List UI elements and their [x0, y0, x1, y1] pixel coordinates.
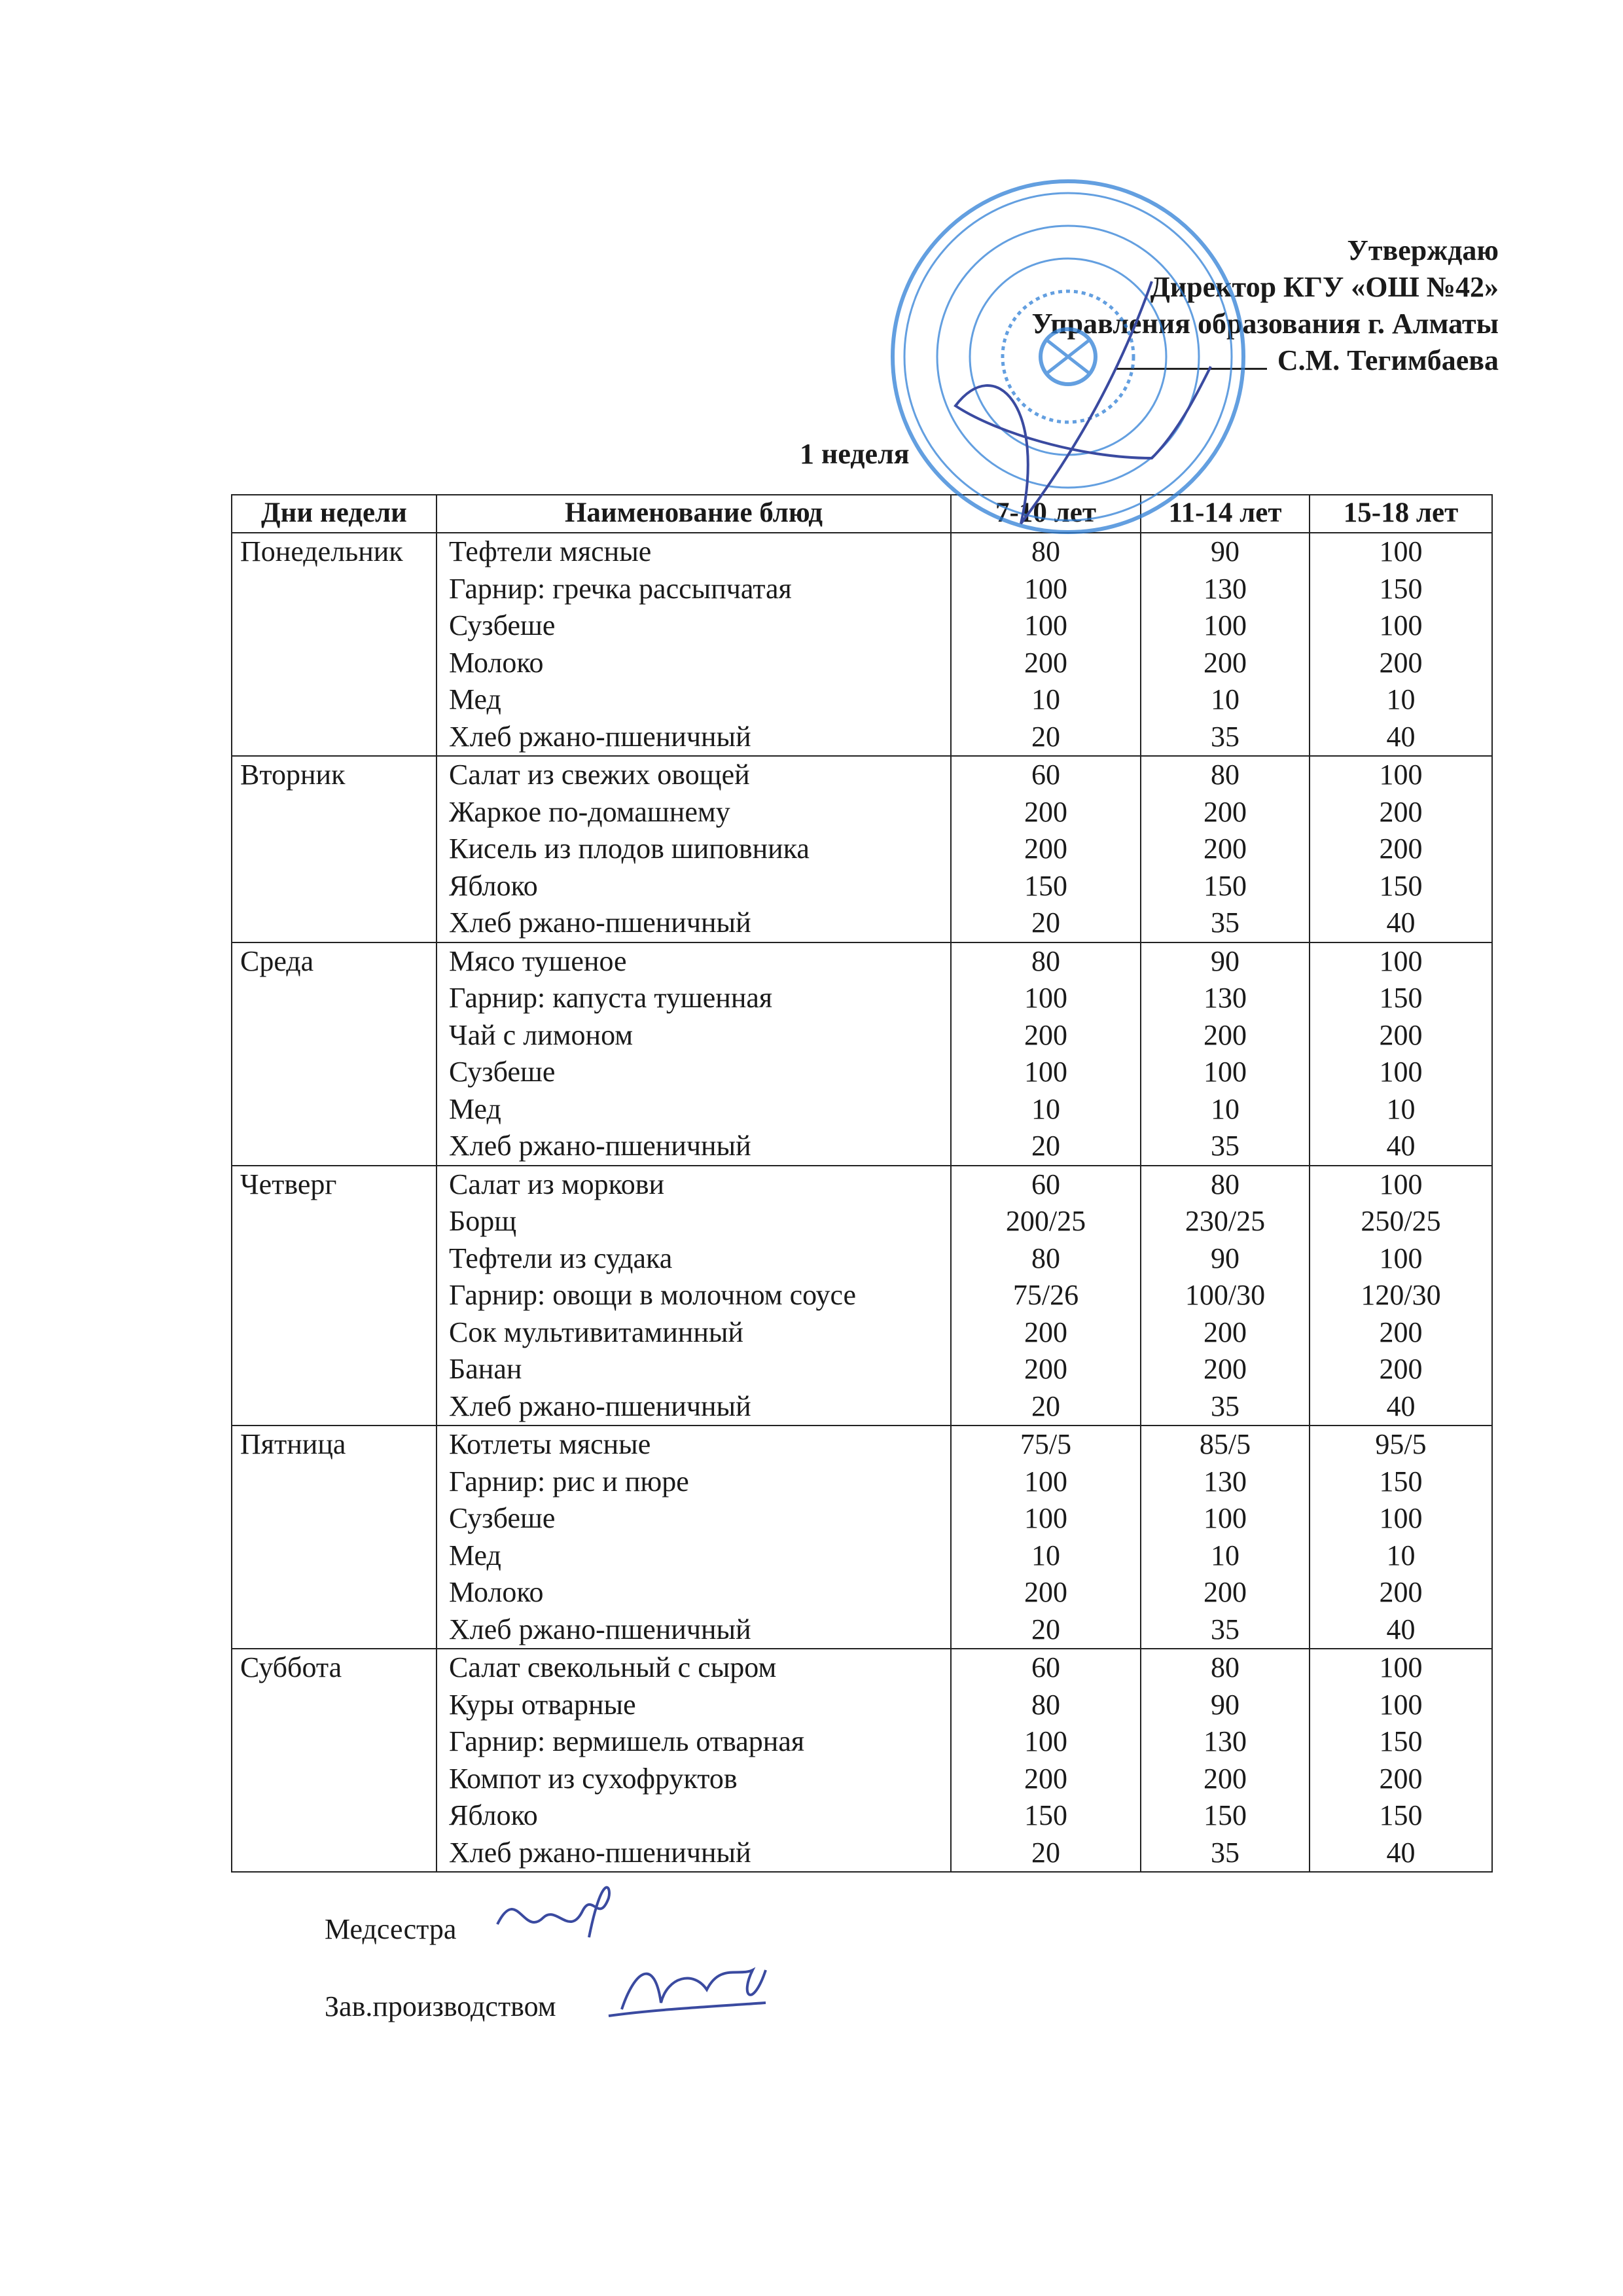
portion-11-14: 80 [1211, 1168, 1240, 1200]
portion-11-14-cell [1141, 756, 1310, 942]
day-name: Понедельник [240, 535, 403, 567]
table-row [232, 756, 1492, 942]
portion-11-14: 150 [1204, 869, 1247, 902]
portion-7-10: 75/26 [1012, 1279, 1079, 1311]
portion-7-10: 80 [1031, 535, 1060, 567]
portion-15-18: 40 [1386, 1390, 1416, 1422]
dish-name: Чай с лимоном [449, 1018, 633, 1051]
portion-15-18-cell [1310, 942, 1492, 1166]
portion-11-14: 90 [1211, 535, 1240, 567]
portion-15-18: 150 [1379, 1465, 1423, 1498]
portion-15-18-cell [1310, 533, 1492, 756]
portion-7-10: 200 [1024, 795, 1067, 828]
portion-7-10: 10 [1031, 1539, 1060, 1571]
dishes-cell [437, 1649, 951, 1872]
portion-7-10: 100 [1024, 572, 1067, 605]
portion-11-14: 100 [1204, 1056, 1247, 1088]
portion-15-18-cell [1310, 1649, 1492, 1872]
table-row [232, 1426, 1492, 1649]
portion-11-14-cell [1141, 1426, 1310, 1649]
portion-11-14: 35 [1211, 1390, 1240, 1422]
dishes-cell [437, 1166, 951, 1426]
portion-11-14: 80 [1211, 759, 1240, 791]
dish-name: Компот из сухофруктов [449, 1762, 738, 1795]
portion-7-10: 100 [1024, 982, 1067, 1014]
dish-name: Салат из моркови [449, 1168, 665, 1200]
portion-7-10: 80 [1031, 944, 1060, 977]
dish-name: Молоко [449, 646, 544, 679]
portion-15-18: 150 [1379, 572, 1423, 605]
portion-11-14-cell [1141, 942, 1310, 1166]
dish-name: Мясо тушеное [449, 944, 627, 977]
portion-7-10: 20 [1031, 720, 1060, 753]
portion-7-10: 100 [1024, 1725, 1067, 1757]
portion-11-14: 100 [1204, 1502, 1247, 1534]
portion-11-14: 85/5 [1199, 1428, 1251, 1460]
dish-name: Мед [449, 683, 501, 715]
dish-name: Салат свекольный с сыром [449, 1651, 777, 1683]
portion-7-10: 20 [1031, 1613, 1060, 1645]
dish-name: Гарнир: рис и пюре [449, 1465, 689, 1498]
portion-7-10-cell [951, 942, 1141, 1166]
portion-11-14: 100 [1204, 609, 1247, 641]
day-cell [232, 1426, 437, 1649]
portion-15-18: 150 [1379, 982, 1423, 1014]
approval-title: Утверждаю [1347, 234, 1499, 266]
dish-name: Яблоко [449, 869, 538, 902]
portion-15-18: 150 [1379, 1799, 1423, 1831]
dish-name: Сузбеше [449, 1056, 556, 1088]
dish-name: Борщ [449, 1205, 517, 1237]
portion-11-14: 35 [1211, 1130, 1240, 1162]
portion-11-14: 200 [1204, 1316, 1247, 1348]
portion-11-14: 200 [1204, 1018, 1247, 1051]
dish-name: Хлеб ржано-пшеничный [449, 720, 751, 753]
portion-11-14: 150 [1204, 1799, 1247, 1831]
portion-7-10: 100 [1024, 1056, 1067, 1088]
portion-15-18: 200 [1379, 1018, 1423, 1051]
day-name: Среда [240, 944, 314, 977]
portion-7-10: 75/5 [1020, 1428, 1072, 1460]
portion-15-18: 40 [1386, 906, 1416, 939]
portion-15-18: 100 [1379, 535, 1423, 567]
signature-line [1116, 368, 1267, 370]
portion-7-10: 200 [1024, 1353, 1067, 1385]
dish-name: Хлеб ржано-пшеничный [449, 906, 751, 939]
portion-11-14: 90 [1211, 1242, 1240, 1274]
portion-11-14: 200 [1204, 1353, 1247, 1385]
portion-7-10: 80 [1031, 1242, 1060, 1274]
day-name: Четверг [240, 1168, 337, 1200]
menu-table [231, 494, 1493, 1873]
portion-15-18: 150 [1379, 1725, 1423, 1757]
portion-11-14: 130 [1204, 572, 1247, 605]
dish-name: Жаркое по-домашнему [449, 795, 730, 828]
portion-15-18: 40 [1386, 1130, 1416, 1162]
dish-name: Котлеты мясные [449, 1428, 651, 1460]
portion-7-10: 100 [1024, 1502, 1067, 1534]
portion-15-18: 10 [1386, 1539, 1416, 1571]
portion-7-10: 20 [1031, 906, 1060, 939]
portion-11-14: 90 [1211, 944, 1240, 977]
dish-name: Хлеб ржано-пшеничный [449, 1836, 751, 1869]
portion-15-18: 150 [1379, 869, 1423, 902]
portion-11-14: 100/30 [1185, 1279, 1266, 1311]
portion-15-18: 200 [1379, 1353, 1423, 1385]
portion-11-14: 10 [1211, 683, 1240, 715]
header-dishes: Наименование блюд [437, 495, 951, 533]
portion-15-18: 100 [1379, 1168, 1423, 1200]
portion-11-14: 35 [1211, 720, 1240, 753]
portion-15-18: 200 [1379, 646, 1423, 679]
portion-7-10: 10 [1031, 1092, 1060, 1125]
portion-7-10: 20 [1031, 1390, 1060, 1422]
portion-15-18: 95/5 [1375, 1428, 1427, 1460]
portion-11-14: 200 [1204, 1762, 1247, 1795]
portion-11-14: 10 [1211, 1092, 1240, 1125]
production-signature-row [325, 1990, 556, 2023]
dish-name: Мед [449, 1092, 501, 1125]
header-age-11-14: 11-14 лет [1141, 495, 1310, 533]
portion-15-18: 40 [1386, 1613, 1416, 1645]
portion-15-18: 100 [1379, 1242, 1423, 1274]
portion-7-10: 150 [1024, 1799, 1067, 1831]
portion-7-10: 60 [1031, 759, 1060, 791]
approval-block [1032, 232, 1499, 379]
dish-name: Куры отварные [449, 1688, 636, 1721]
portion-15-18: 100 [1379, 1688, 1423, 1721]
portion-7-10-cell [951, 1649, 1141, 1872]
table-header-row [232, 495, 1492, 533]
dish-name: Сок мультивитаминный [449, 1316, 743, 1348]
portion-11-14: 200 [1204, 833, 1247, 865]
day-name: Суббота [240, 1651, 342, 1683]
dish-name: Сузбеше [449, 609, 556, 641]
dishes-cell [437, 533, 951, 756]
portion-15-18-cell [1310, 1426, 1492, 1649]
dish-name: Кисель из плодов шиповника [449, 833, 810, 865]
header-age-7-10: 7-10 лет [951, 495, 1141, 533]
portion-15-18: 40 [1386, 1836, 1416, 1869]
portion-7-10: 150 [1024, 869, 1067, 902]
portion-11-14: 200 [1204, 646, 1247, 679]
day-cell [232, 533, 437, 756]
portion-15-18: 120/30 [1361, 1279, 1441, 1311]
approval-organization: Управления образования г. Алматы [1031, 308, 1499, 340]
dish-name: Хлеб ржано-пшеничный [449, 1390, 751, 1422]
approval-signatory: С.М. Тегимбаева [1277, 344, 1499, 376]
nurse-label: Медсестра [325, 1913, 457, 1945]
portion-7-10: 80 [1031, 1688, 1060, 1721]
portion-11-14: 200 [1204, 1576, 1247, 1608]
portion-15-18: 100 [1379, 759, 1423, 791]
portion-7-10: 200 [1024, 1762, 1067, 1795]
header-days: Дни недели [232, 495, 437, 533]
portion-7-10: 100 [1024, 609, 1067, 641]
dish-name: Хлеб ржано-пшеничный [449, 1613, 751, 1645]
dish-name: Салат из свежих овощей [449, 759, 750, 791]
portion-15-18: 200 [1379, 1316, 1423, 1348]
portion-11-14: 130 [1204, 1725, 1247, 1757]
portion-11-14: 80 [1211, 1651, 1240, 1683]
portion-7-10: 200 [1024, 1316, 1067, 1348]
portion-11-14-cell [1141, 1166, 1310, 1426]
dish-name: Яблоко [449, 1799, 538, 1831]
approval-position: Директор КГУ «ОШ №42» [1150, 271, 1499, 303]
portion-11-14: 35 [1211, 1613, 1240, 1645]
dish-name: Мед [449, 1539, 501, 1571]
portion-7-10: 20 [1031, 1130, 1060, 1162]
portion-7-10: 200 [1024, 1018, 1067, 1051]
portion-15-18: 10 [1386, 1092, 1416, 1125]
portion-15-18: 100 [1379, 1651, 1423, 1683]
portion-7-10-cell [951, 1426, 1141, 1649]
portion-11-14: 35 [1211, 1836, 1240, 1869]
portion-11-14: 230/25 [1185, 1205, 1266, 1237]
portion-15-18: 100 [1379, 944, 1423, 977]
dishes-cell [437, 1426, 951, 1649]
portion-15-18: 100 [1379, 1502, 1423, 1534]
dishes-cell [437, 942, 951, 1166]
dish-name: Банан [449, 1353, 522, 1385]
portion-11-14-cell [1141, 533, 1310, 756]
portion-15-18-cell [1310, 1166, 1492, 1426]
day-cell [232, 756, 437, 942]
portion-15-18: 200 [1379, 795, 1423, 828]
portion-15-18: 200 [1379, 1762, 1423, 1795]
portion-11-14: 130 [1204, 982, 1247, 1014]
dish-name: Молоко [449, 1576, 544, 1608]
portion-11-14: 130 [1204, 1465, 1247, 1498]
table-row [232, 942, 1492, 1166]
dish-name: Гарнир: овощи в молочном соусе [449, 1279, 857, 1311]
production-manager-signature [609, 1970, 766, 2016]
portion-11-14-cell [1141, 1649, 1310, 1872]
day-cell [232, 942, 437, 1166]
dish-name: Тефтели из судака [449, 1242, 673, 1274]
portion-7-10-cell [951, 756, 1141, 942]
portion-15-18: 200 [1379, 833, 1423, 865]
approval-signatory-line [1032, 342, 1499, 379]
portion-15-18-cell [1310, 756, 1492, 942]
portion-7-10: 10 [1031, 683, 1060, 715]
day-name: Вторник [240, 759, 346, 791]
portion-11-14: 90 [1211, 1688, 1240, 1721]
portion-11-14: 200 [1204, 795, 1247, 828]
dish-name: Тефтели мясные [449, 535, 652, 567]
portion-7-10: 60 [1031, 1168, 1060, 1200]
dish-name: Сузбеше [449, 1502, 556, 1534]
portion-7-10: 60 [1031, 1651, 1060, 1683]
table-row [232, 533, 1492, 756]
portion-7-10: 20 [1031, 1836, 1060, 1869]
portion-7-10: 200 [1024, 1576, 1067, 1608]
week-title: 1 неделя [800, 438, 910, 470]
portion-7-10: 200 [1024, 646, 1067, 679]
portion-15-18: 100 [1379, 609, 1423, 641]
dishes-cell [437, 756, 951, 942]
nurse-signature [497, 1888, 609, 1937]
day-name: Пятница [240, 1428, 346, 1460]
table-row [232, 1166, 1492, 1426]
portion-15-18: 200 [1379, 1576, 1423, 1608]
portion-7-10: 200/25 [1005, 1205, 1086, 1237]
dish-name: Хлеб ржано-пшеничный [449, 1130, 751, 1162]
portion-15-18: 10 [1386, 683, 1416, 715]
dish-name: Гарнир: вермишель отварная [449, 1725, 805, 1757]
portion-7-10: 200 [1024, 833, 1067, 865]
day-cell [232, 1649, 437, 1872]
nurse-signature-row [325, 1912, 456, 1946]
portion-7-10-cell [951, 533, 1141, 756]
portion-7-10: 100 [1024, 1465, 1067, 1498]
portion-11-14: 35 [1211, 906, 1240, 939]
day-cell [232, 1166, 437, 1426]
table-row [232, 1649, 1492, 1872]
portion-7-10-cell [951, 1166, 1141, 1426]
portion-15-18: 100 [1379, 1056, 1423, 1088]
production-manager-label: Зав.производством [325, 1990, 556, 2022]
portion-15-18: 250/25 [1361, 1205, 1441, 1237]
dish-name: Гарнир: гречка рассыпчатая [449, 572, 792, 605]
portion-15-18: 40 [1386, 720, 1416, 753]
header-age-15-18: 15-18 лет [1310, 495, 1492, 533]
portion-11-14: 10 [1211, 1539, 1240, 1571]
dish-name: Гарнир: капуста тушенная [449, 982, 773, 1014]
